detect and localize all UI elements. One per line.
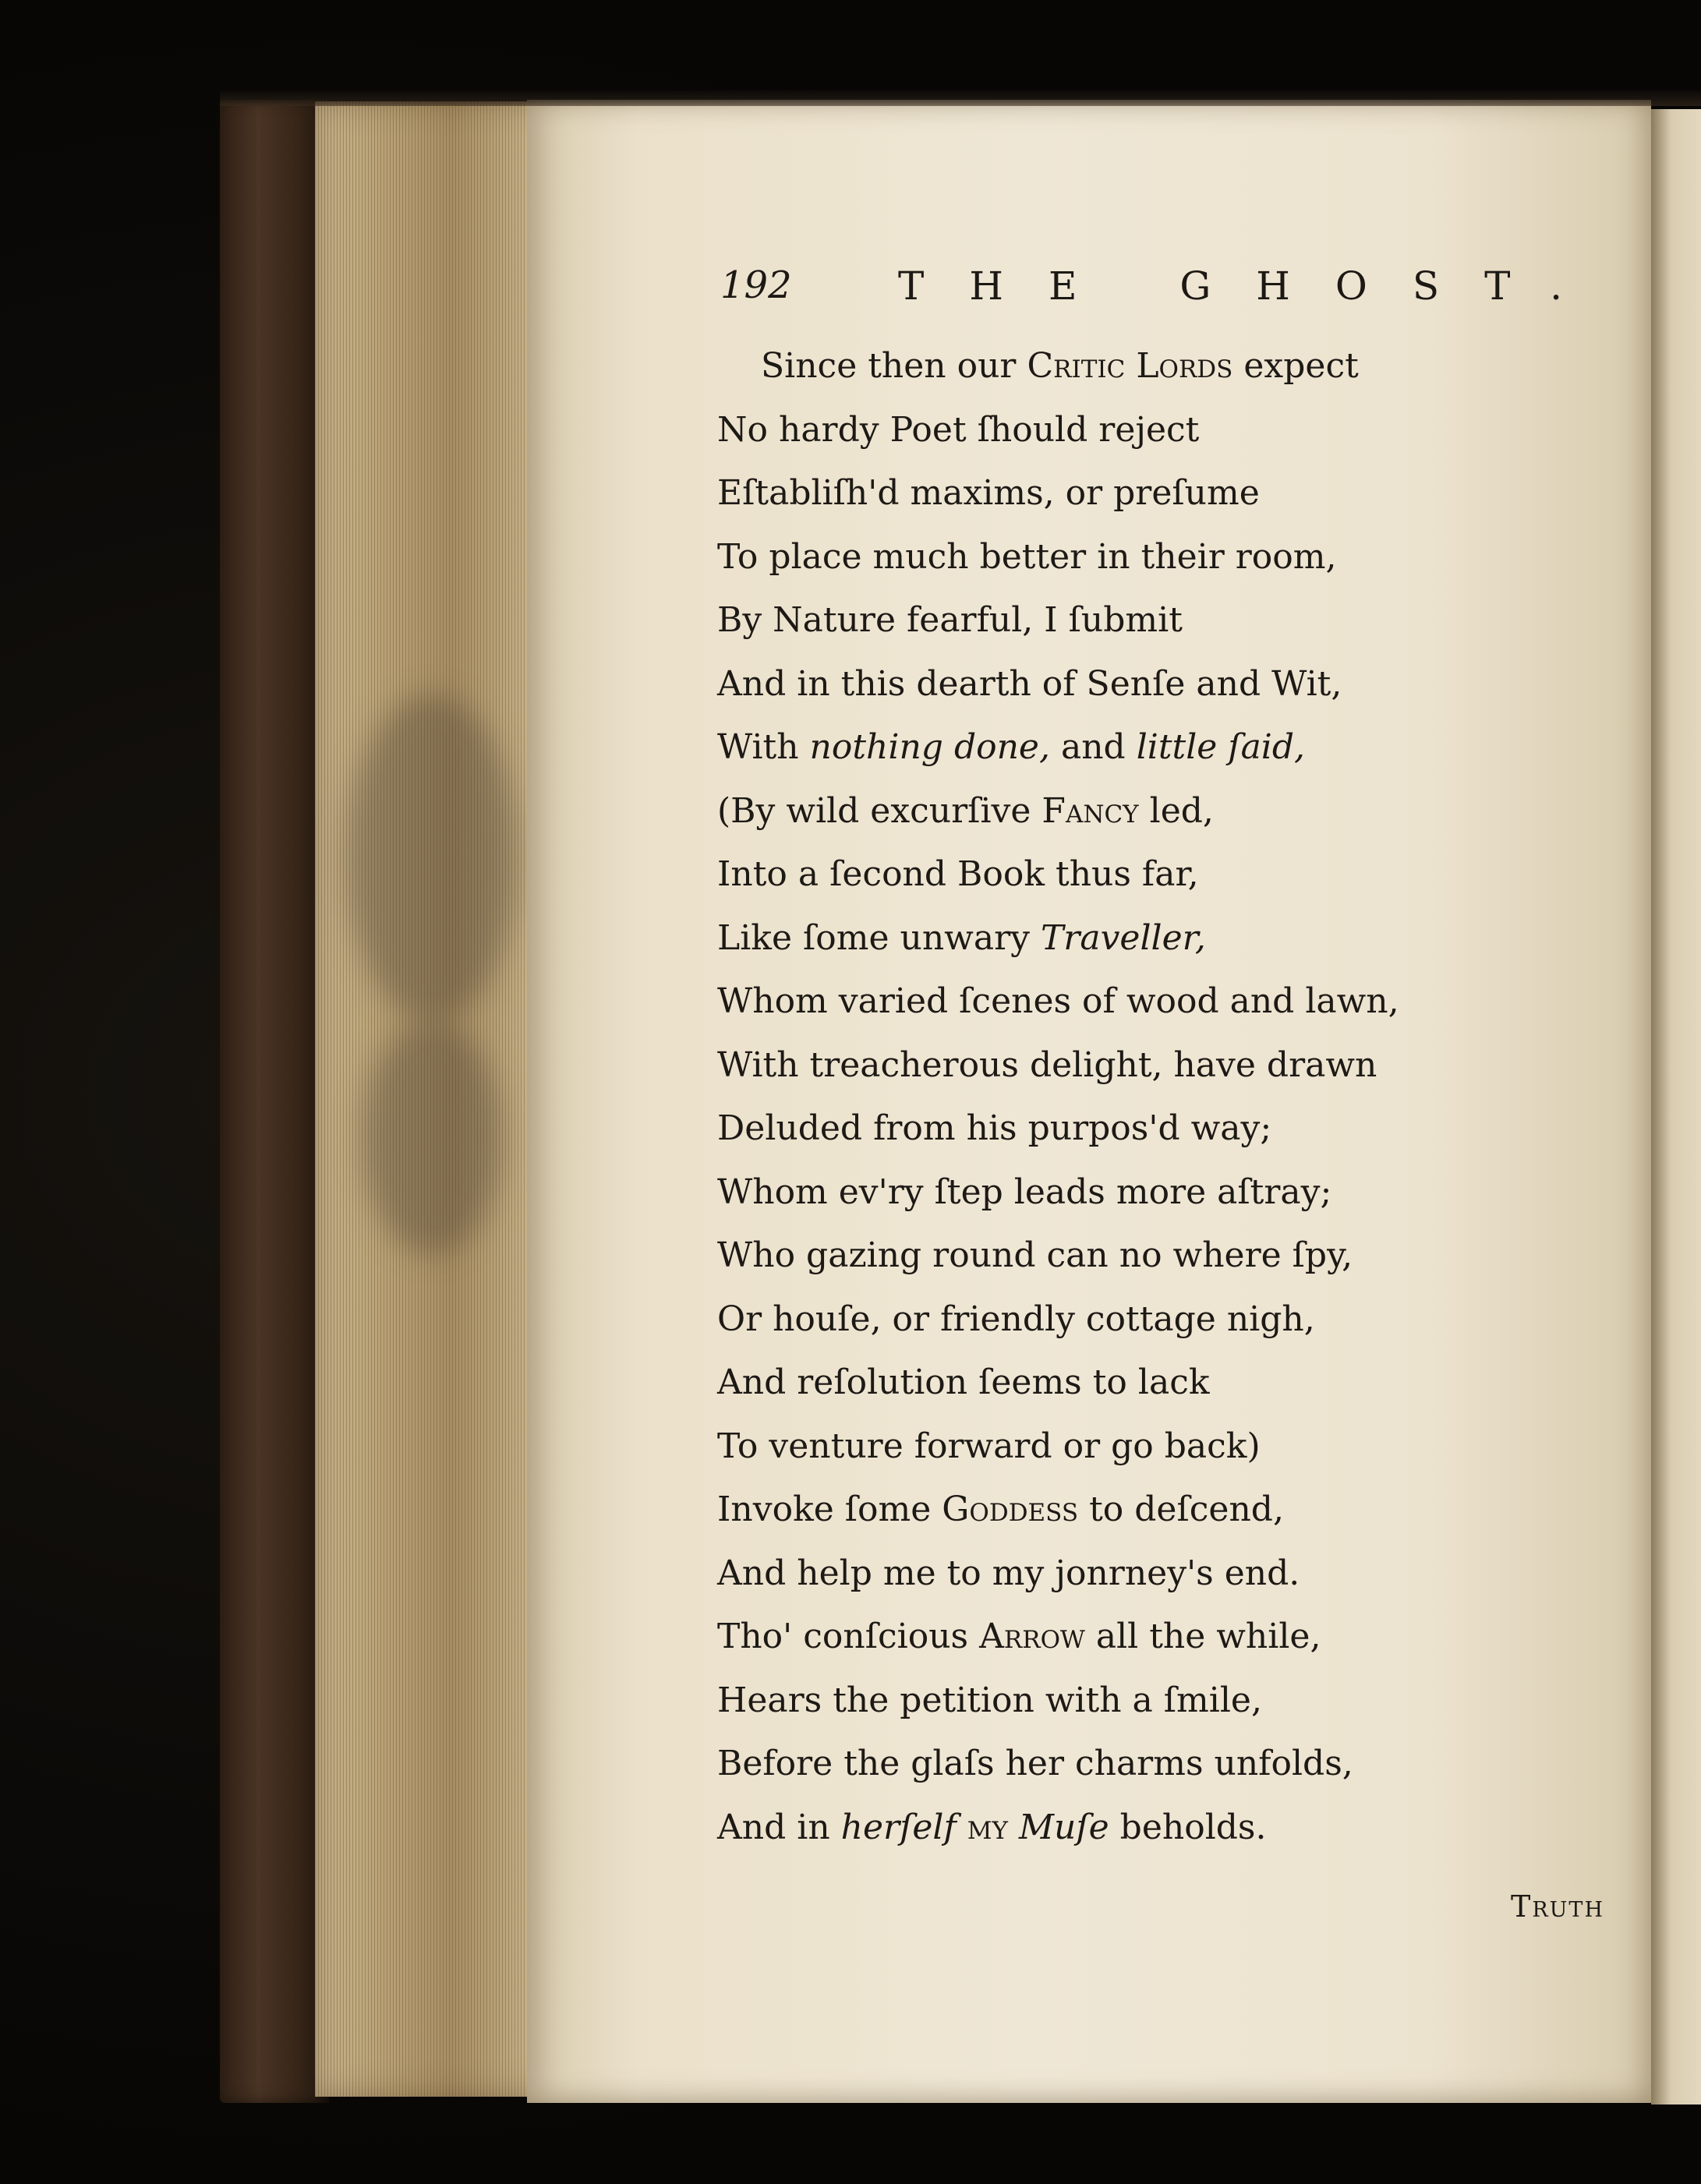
poem-line-segment: and xyxy=(1049,727,1137,767)
poem-line xyxy=(717,851,1199,898)
poem-line-segment: Hears the petition with a ſmile, xyxy=(717,1680,1262,1720)
leather-binding xyxy=(220,100,329,2103)
poem-line xyxy=(717,1550,1300,1597)
poem-line xyxy=(717,1613,1321,1660)
poem-line-segment: all the while, xyxy=(1084,1617,1321,1656)
poem-line xyxy=(717,1169,1331,1216)
poem-line xyxy=(761,343,1359,390)
poem-line-segment: expect xyxy=(1232,346,1359,386)
poem-line-segment: Muſe xyxy=(1018,1807,1109,1847)
poem-line-segment: Or houſe, or friendly cottage nigh, xyxy=(717,1299,1315,1339)
poem-line-segment: herſelf xyxy=(840,1807,957,1847)
poem-line-segment: To venture forward or go back) xyxy=(717,1426,1261,1466)
poem-line xyxy=(717,1232,1353,1279)
poem-line-segment: Deluded from his purpos'd way; xyxy=(717,1108,1272,1148)
poem-line xyxy=(717,1359,1210,1406)
poem-line xyxy=(717,1804,1267,1851)
poem-line-segment: Fancy xyxy=(1041,790,1139,831)
poem-line-segment: Critic Lords xyxy=(1027,346,1233,386)
poem-line-segment: And in this dearth of Senſe and Wit, xyxy=(717,663,1342,704)
facing-page-edge xyxy=(1651,109,1701,2104)
poem-line-segment: beholds. xyxy=(1109,1807,1267,1847)
poem-line xyxy=(717,1296,1315,1343)
page-header xyxy=(720,263,1608,318)
poem-line-segment: Eſtabliſh'd maxims, or preſume xyxy=(717,473,1260,513)
poem-line-segment: With treacherous delight, have drawn xyxy=(717,1044,1377,1085)
poem-line-segment: (By wild excurſive xyxy=(717,790,1042,831)
poem-line-segment: Before the glaſs her charms unfolds, xyxy=(717,1744,1353,1783)
poem-line xyxy=(717,1677,1262,1724)
poem-line xyxy=(717,470,1260,517)
poem-line-segment: to deſcend, xyxy=(1078,1490,1284,1529)
running-title: THE GHOST. xyxy=(898,263,1608,309)
poem-line xyxy=(717,597,1183,644)
poem-line-segment: And reſolution ſeems to lack xyxy=(717,1362,1210,1402)
poem-line xyxy=(717,534,1336,581)
poem-line xyxy=(717,788,1214,835)
poem-line-segment: Invoke ſome xyxy=(717,1490,942,1529)
book-page xyxy=(527,100,1651,2103)
poem-line-segment: Whom varied ſcenes of wood and lawn, xyxy=(717,981,1399,1021)
poem-line-segment: Arrow xyxy=(979,1617,1085,1656)
poem-line-segment: Traveller, xyxy=(1040,917,1206,958)
poem-line xyxy=(717,1105,1271,1152)
poem-line-segment: Since then our xyxy=(761,346,1027,386)
poem-line-segment: little ſaid, xyxy=(1136,727,1306,767)
poem-line-segment: To place much better in their room, xyxy=(717,536,1337,577)
poem-line xyxy=(717,1423,1261,1470)
poem-line-segment: By Nature fearful, I ſubmit xyxy=(717,600,1183,640)
poem-line-segment: my xyxy=(956,1807,1019,1847)
poem-line-segment: Like ſome unwary xyxy=(717,917,1041,958)
poem-line xyxy=(717,915,1206,962)
poem-line xyxy=(717,978,1399,1025)
poem-line-segment: led, xyxy=(1138,790,1214,831)
page-number: 192 xyxy=(720,263,792,307)
poem-line-segment: Who gazing round can no where ſpy, xyxy=(717,1235,1353,1275)
poem-line-segment: nothing done, xyxy=(809,727,1050,767)
poem-line-segment: Goddess xyxy=(942,1490,1079,1529)
poem-line-segment: No hardy Poet ſhould reject xyxy=(717,409,1200,450)
poem-line-segment: And in xyxy=(717,1807,841,1847)
edge-stain xyxy=(362,1021,502,1255)
poem-line-segment: Whom ev'ry ſtep leads more aſtray; xyxy=(717,1172,1332,1212)
top-shadow xyxy=(220,90,1701,106)
poem-line xyxy=(717,661,1342,708)
edge-stain xyxy=(346,694,518,1021)
poem-line xyxy=(717,1042,1377,1089)
poem-line-segment: With xyxy=(717,727,810,767)
poem-line-segment: Into a ſecond Book thus far, xyxy=(717,854,1199,894)
poem-line xyxy=(717,407,1199,454)
poem-line-segment: And help me to my jonrney's end. xyxy=(717,1553,1300,1593)
poem-line xyxy=(717,1740,1353,1787)
poem-line-segment: Tho' conſcious xyxy=(717,1617,980,1656)
catchword: Truth xyxy=(1511,1889,1604,1924)
poem-line xyxy=(717,724,1305,771)
poem-line xyxy=(717,1486,1284,1533)
